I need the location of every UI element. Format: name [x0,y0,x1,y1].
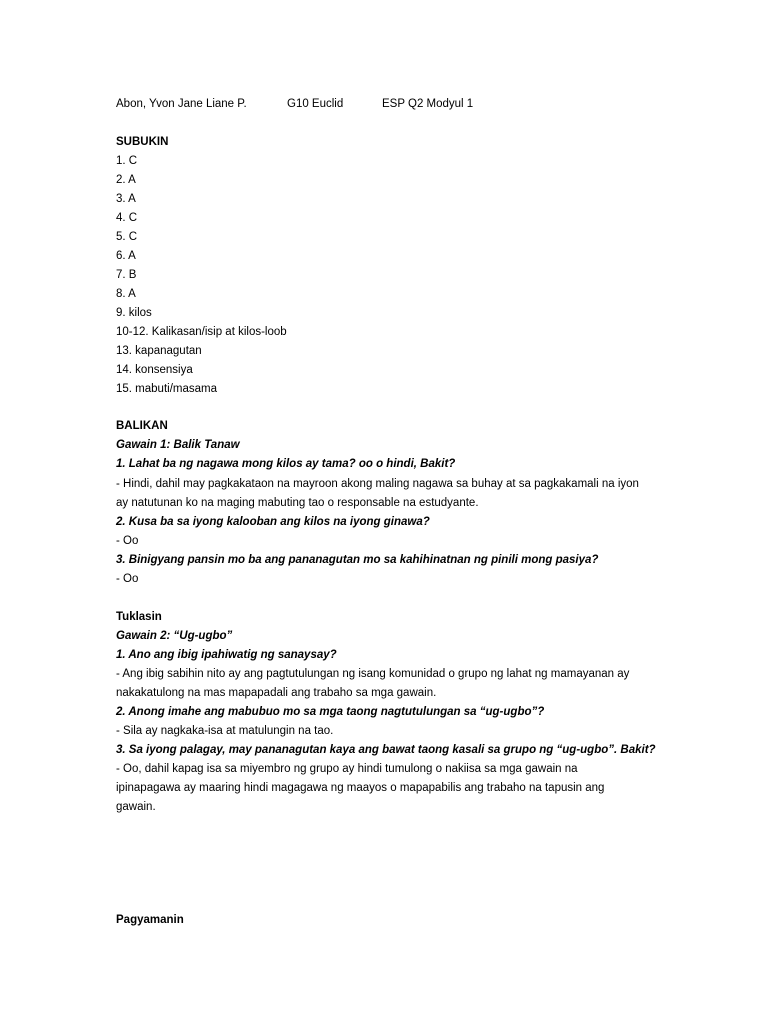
balikan-answer-1: - Hindi, dahil may pagkakataon na mayroon akong maling nagawa sa buhay at sa pagkakamali na iyon [116,478,639,490]
subukin-answer: 4. C [116,212,138,224]
subukin-answer: 1. C [116,155,138,167]
balikan-question-2: 2. Kusa ba sa iyong kalooban ang kilos na iyong ginawa? [116,516,430,528]
tuklasin-answer-3-cont: ipinapagawa ay maaring hindi magagawa ng maayos o mapapabilis ang trabaho na tapusin ang [116,782,605,794]
tuklasin-answer-1: - Ang ibig sabihin nito ay ang pagtutulungan ng isang komunidad o grupo ng lahat ng mamayanan ay [116,668,630,680]
subukin-answer: 8. A [116,288,136,300]
subukin-answer: 2. A [116,174,136,186]
tuklasin-question-3: 3. Sa iyong palagay, may pananagutan kaya ang bawat taong kasali sa grupo ng “ug-ugbo”. Bakit? [116,744,656,756]
balikan-activity-title: Gawain 1: Balik Tanaw [116,439,240,451]
tuklasin-answer-3-cont2: gawain. [116,801,156,813]
tuklasin-answer-2: - Sila ay nagkaka-isa at matulungin na tao. [116,725,334,737]
balikan-heading: BALIKAN [116,420,168,432]
tuklasin-question-2: 2. Anong imahe ang mabubuo mo sa mga taong nagtutulungan sa “ug-ugbo”? [116,706,545,718]
subukin-answer: 13. kapanagutan [116,345,202,357]
subukin-answer: 10-12. Kalikasan/isip at kilos-loob [116,326,287,338]
tuklasin-answer-1-cont: nakakatulong na mas mapapadali ang trabaho sa mga gawain. [116,687,437,699]
balikan-question-1: 1. Lahat ba ng nagawa mong kilos ay tama? oo o hindi, Bakit? [116,458,456,470]
subukin-answer: 14. konsensiya [116,364,193,376]
subukin-answer: 5. C [116,231,138,243]
subukin-heading: SUBUKIN [116,136,169,148]
balikan-question-3: 3. Binigyang pansin mo ba ang pananagutan mo sa kahihinatnan ng pinili mong pasiya? [116,554,599,566]
subukin-answer: 3. A [116,193,136,205]
tuklasin-answer-3: - Oo, dahil kapag isa sa miyembro ng grupo ay hindi tumulong o nakiisa sa mga gawain na [116,763,578,775]
balikan-answer-1-cont: ay natutunan ko na maging mabuting tao o responsable na estudyante. [116,497,479,509]
subject-module: ESP Q2 Modyul 1 [382,98,474,110]
subukin-answer: 15. mabuti/masama [116,383,217,395]
subukin-answer: 9. kilos [116,307,152,319]
tuklasin-heading: Tuklasin [116,611,162,623]
pagyamanin-heading: Pagyamanin [116,914,184,926]
balikan-answer-2: - Oo [116,535,139,547]
tuklasin-question-1: 1. Ano ang ibig ipahiwatig ng sanaysay? [116,649,337,661]
subukin-answer: 6. A [116,250,136,262]
balikan-answer-3: - Oo [116,573,139,585]
class-section: G10 Euclid [287,98,344,110]
student-name: Abon, Yvon Jane Liane P. [116,98,247,110]
tuklasin-activity-title: Gawain 2: “Ug-ugbo” [116,630,233,642]
subukin-answer: 7. B [116,269,137,281]
